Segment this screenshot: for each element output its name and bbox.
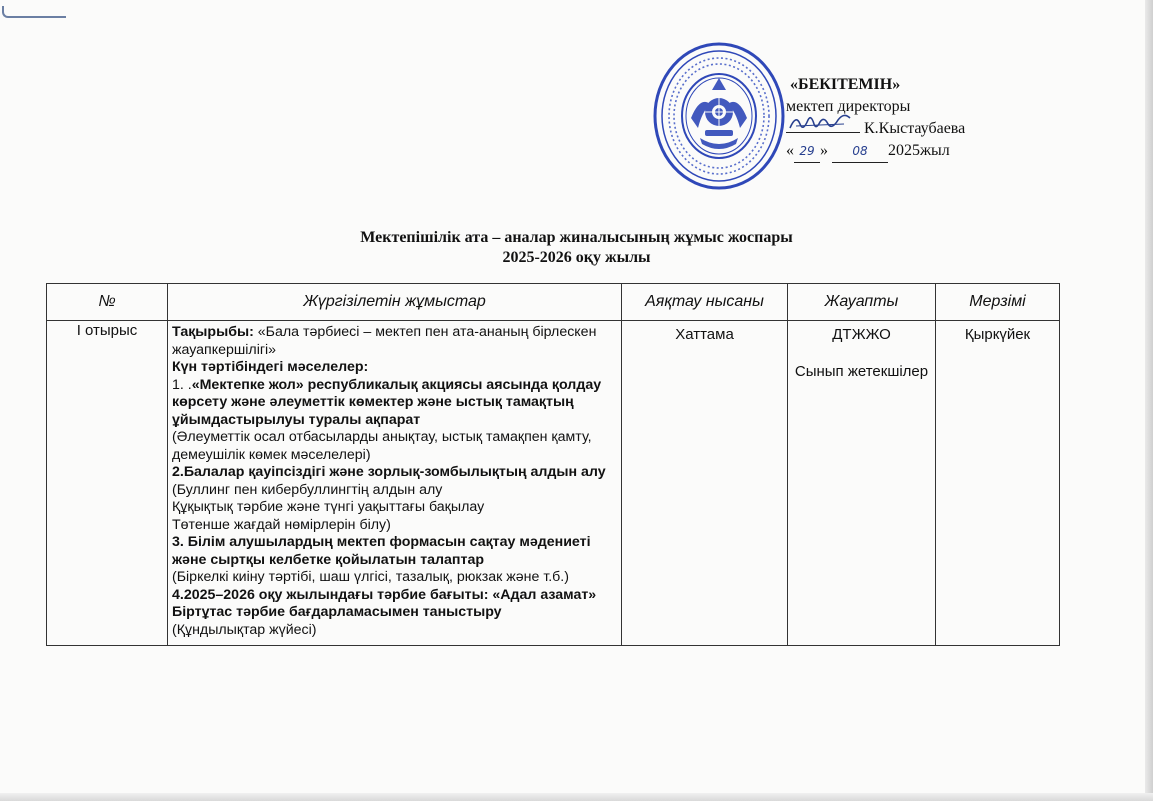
topic-text: «Бала тәрбиесі – мектеп пен ата-ананың бірлескен жауапкершілігі» bbox=[172, 324, 597, 358]
item2-note-1: (Буллинг пен кибербуллингтің алдын алу bbox=[172, 481, 443, 498]
director-name: К.Кыстаубаева bbox=[864, 120, 966, 137]
agenda-item-4: 4.2025–2026 оқу жылындағы тәрбие бағыты: «Адал азамат» Біртұтас тәрбие бағдарламасымен таныстыру bbox=[172, 586, 597, 620]
approval-signature-line bbox=[786, 118, 1006, 140]
document-subtitle: 2025-2026 оқу жылы bbox=[502, 249, 651, 266]
work-plan-table bbox=[46, 283, 1060, 646]
date-month: 08 bbox=[832, 140, 888, 163]
topic-line bbox=[172, 324, 617, 359]
responsible-deputy: ДТЖЖО bbox=[832, 326, 891, 343]
session-cell: І отырыс bbox=[47, 321, 168, 646]
completion-form-cell: Хаттама bbox=[622, 321, 788, 646]
item2-note-2: Құқықтық тәрбие және түнгі уақыттағы бақылау bbox=[172, 499, 485, 515]
official-seal-icon bbox=[650, 38, 788, 193]
item4-note: (Құндылықтар жүйесі) bbox=[172, 621, 317, 638]
signature-line bbox=[786, 118, 860, 133]
agenda-item-2: 2.Балалар қауіпсіздігі және зорлық-зомбылықтың алдын алу bbox=[172, 464, 606, 480]
approval-position: мектеп директоры bbox=[786, 98, 911, 115]
responsible-class-teachers: Сынып жетекшілер bbox=[794, 363, 929, 380]
item2-note-3: Төтенше жағдай нөмірлерін білу) bbox=[172, 516, 391, 533]
item1-note: (Әлеуметтік осал отбасыларды анықтау, ыстық тамақпен қамту, демеушілік көмек мәселелері) bbox=[172, 429, 592, 463]
date-open-quote: « bbox=[786, 142, 794, 159]
page-edge-bottom bbox=[0, 793, 1153, 801]
responsible-cell bbox=[788, 321, 936, 646]
date-day: 29 bbox=[794, 140, 820, 163]
item3-note: (Біркелкі киіну тәртібі, шаш үлгісі, тазалық, рюкзак және т.б.) bbox=[172, 569, 569, 585]
table-row bbox=[47, 321, 1060, 646]
approval-title: «БЕКІТЕМІН» bbox=[790, 76, 901, 93]
header-activities: Жүргізілетін жұмыстар bbox=[168, 284, 622, 321]
corner-mark bbox=[2, 6, 66, 18]
date-year: 2025жыл bbox=[888, 142, 950, 159]
date-close-quote: » bbox=[820, 142, 828, 159]
header-responsible: Жауапты bbox=[788, 284, 936, 321]
header-completion-form: Аяқтау нысаны bbox=[622, 284, 788, 321]
deadline-cell: Қыркүйек bbox=[936, 321, 1060, 646]
header-number: № bbox=[47, 284, 168, 321]
agenda-item-3: 3. Білім алушылардың мектеп формасын сақтау мәдениеті және сыртқы келбетке қойылатын талаптар bbox=[172, 534, 591, 568]
activities-cell bbox=[168, 321, 622, 646]
page-edge-right bbox=[1145, 0, 1153, 801]
spacer bbox=[789, 344, 934, 362]
approval-date bbox=[786, 140, 1006, 163]
topic-label: Тақырыбы: bbox=[172, 324, 254, 340]
agenda-item-1 bbox=[172, 377, 617, 430]
item1-title: «Мектепке жол» республикалық акциясы аясында қолдау көрсету және әлеуметтік көмектер және ыстық тамақтың ұйымдастырылуы туралы ақпарат bbox=[172, 376, 602, 428]
header-deadline: Мерзімі bbox=[936, 284, 1060, 321]
item1-number: 1. . bbox=[172, 376, 192, 393]
agenda-label: Күн тәртібіндегі мәселелер: bbox=[172, 359, 369, 375]
approval-block bbox=[786, 74, 1006, 163]
table-header-row bbox=[47, 284, 1060, 321]
document-title: Мектепішілік ата – аналар жиналысының жұмыс жоспары bbox=[360, 229, 793, 246]
handwritten-signature-icon bbox=[786, 110, 856, 134]
